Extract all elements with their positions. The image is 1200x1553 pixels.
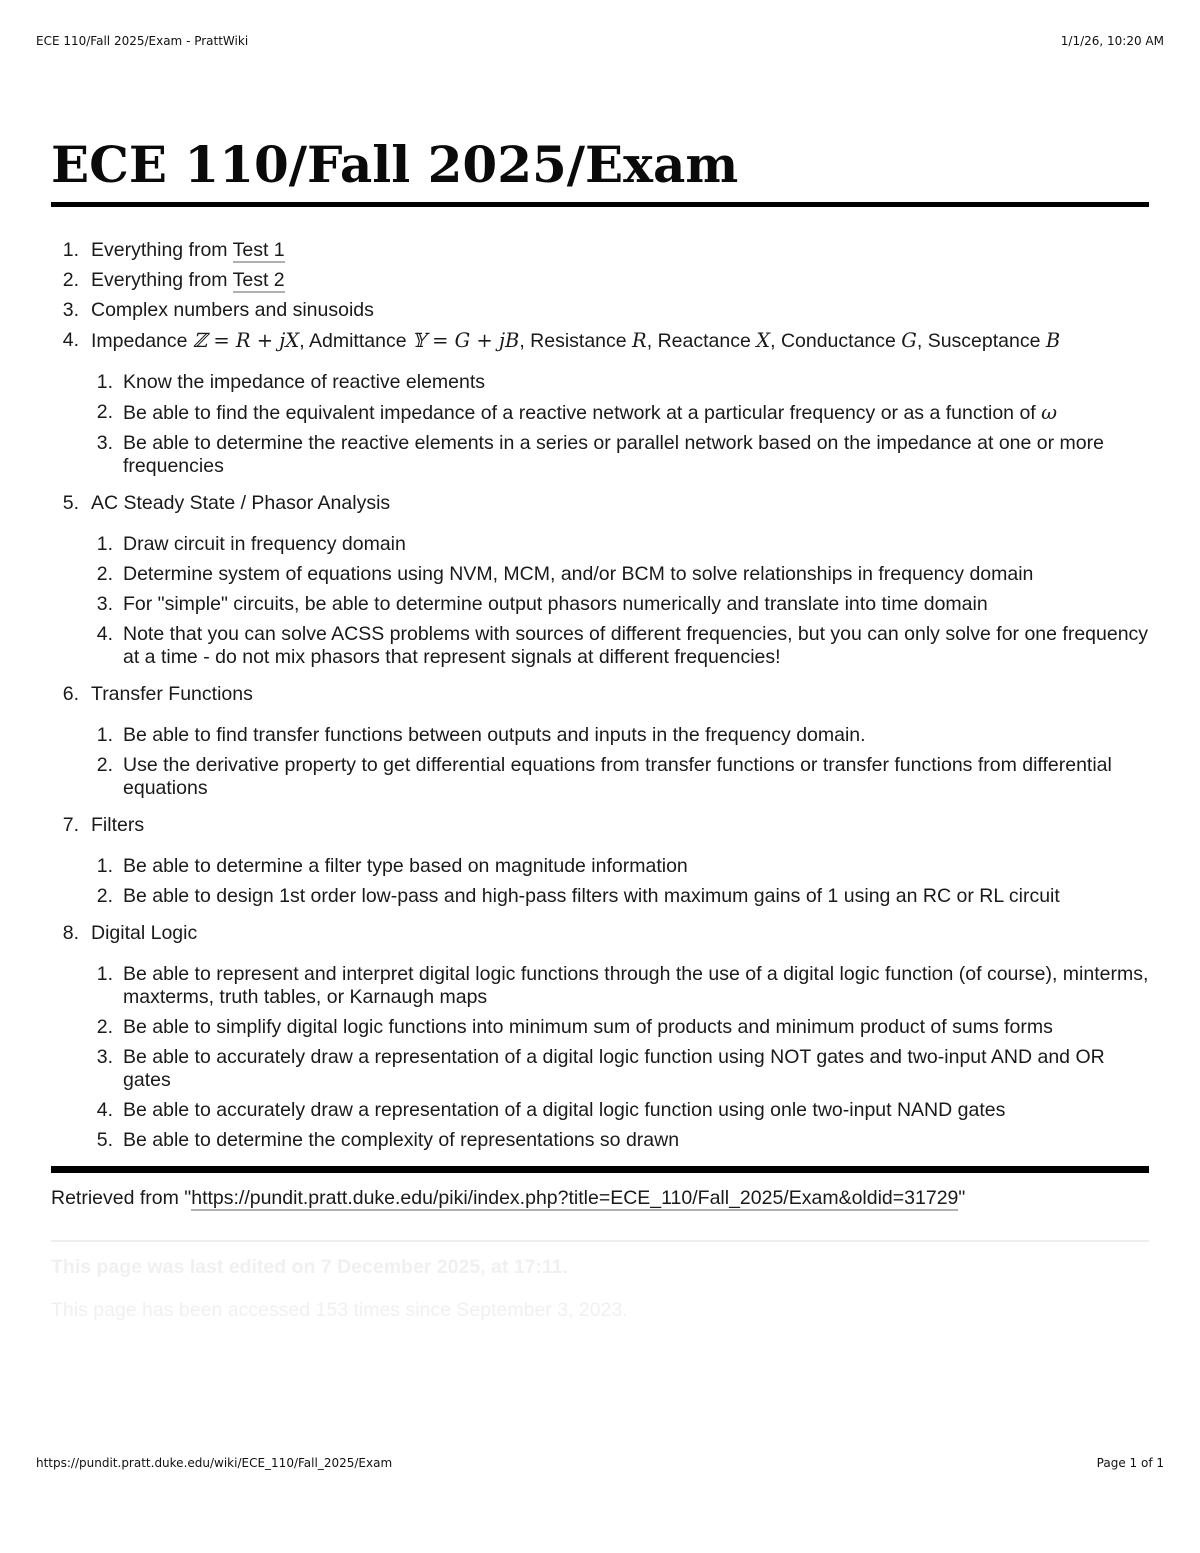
- item-text: For "simple" circuits, be able to determine output phasors numerically and translate into time domain: [123, 593, 988, 615]
- retrieved-suffix: ": [958, 1187, 966, 1209]
- sub-list-item: [91, 1099, 1149, 1122]
- item-text: Be able to determine the reactive elements in a series or parallel network based on the impedance at one or more frequencies: [123, 432, 1104, 477]
- page-title: ECE 110/Fall 2025/Exam: [51, 128, 1149, 207]
- item-text: , Admittance: [299, 330, 412, 352]
- item-number: 7.: [62, 814, 79, 836]
- item-number: 8.: [62, 922, 79, 944]
- list-item: [51, 922, 1149, 1152]
- sub-list-item: [91, 371, 1149, 394]
- test-2-link[interactable]: Test 2: [232, 269, 285, 291]
- topic-list: [51, 239, 1149, 1152]
- last-edited-info: This page was last edited on 7 December 2025, at 17:11.: [51, 1256, 568, 1278]
- math-symbol: B: [1045, 329, 1061, 352]
- sub-list: [91, 855, 1149, 908]
- sub-list-item: [91, 754, 1149, 800]
- item-text: Note that you can solve ACSS problems with sources of different frequencies, but you can only solve for one frequency at a time - do not mix phasors that represent signals at different frequencies!: [123, 623, 1149, 668]
- item-number: 4.: [96, 1099, 113, 1121]
- print-page-number: Page 1 of 1: [1096, 1456, 1164, 1470]
- item-number: 1.: [96, 963, 113, 985]
- sub-list-item: [91, 401, 1149, 425]
- sub-list-item: [91, 432, 1149, 478]
- item-text: Digital Logic: [91, 922, 198, 944]
- item-number: 6.: [62, 683, 79, 705]
- footer-divider: [51, 1240, 1149, 1242]
- item-text: Transfer Functions: [91, 683, 253, 705]
- sub-list-item: [91, 593, 1149, 616]
- sub-list-item: [91, 724, 1149, 747]
- item-number: 3.: [96, 1046, 113, 1068]
- retrieved-link[interactable]: https://pundit.pratt.duke.edu/piki/index.php?title=ECE_110/Fall_2025/Exam&oldid=31729: [191, 1187, 959, 1209]
- list-item: [51, 329, 1149, 478]
- math-symbol: R: [632, 329, 647, 352]
- main-content: [51, 128, 1149, 1322]
- item-number: 4.: [96, 623, 113, 645]
- retrieved-prefix: Retrieved from ": [51, 1187, 192, 1209]
- admittance-equation: 𝕐 = G + jB: [411, 329, 520, 352]
- list-item: [51, 814, 1149, 908]
- item-text: , Susceptance: [916, 330, 1046, 352]
- retrieved-from: [51, 1187, 1149, 1210]
- content-divider: [51, 1166, 1149, 1173]
- item-text: Be able to represent and interpret digital logic functions through the use of a digital logic function (of course), minterms, maxterms, truth tables, or Karnaugh maps: [123, 963, 1149, 1008]
- list-item: [51, 683, 1149, 800]
- sub-list-item: [91, 963, 1149, 1009]
- item-text: Be able to find the equivalent impedance of a reactive network at a particular frequency or as a function of: [123, 402, 1042, 424]
- item-text: Use the derivative property to get differential equations from transfer functions or transfer functions from differential equations: [123, 754, 1112, 799]
- impedance-equation: ℤ = R + jX: [192, 329, 300, 352]
- item-text: Be able to accurately draw a representation of a digital logic function using NOT gates and two-input AND and OR gates: [123, 1046, 1105, 1091]
- list-item: [51, 492, 1149, 669]
- math-symbol: X: [756, 329, 771, 352]
- print-datetime: 1/1/26, 10:20 AM: [1060, 34, 1164, 48]
- sub-list-item: [91, 885, 1149, 908]
- item-text: , Resistance: [519, 330, 633, 352]
- list-item: [51, 299, 1149, 322]
- item-number: 3.: [62, 299, 79, 321]
- sub-list-item: [91, 533, 1149, 556]
- math-symbol: G: [901, 329, 917, 352]
- sub-list-item: [91, 623, 1149, 669]
- item-text: Be able to determine the complexity of representations so drawn: [123, 1129, 680, 1151]
- item-number: 2.: [96, 401, 113, 423]
- item-number: 2.: [96, 1016, 113, 1038]
- list-item: [51, 239, 1149, 262]
- item-number: 2.: [62, 269, 79, 291]
- item-number: 2.: [96, 885, 113, 907]
- item-text: Complex numbers and sinusoids: [91, 299, 374, 321]
- item-text: Know the impedance of reactive elements: [123, 371, 486, 393]
- sub-list: [91, 963, 1149, 1152]
- list-item: [51, 269, 1149, 292]
- item-text: , Conductance: [770, 330, 902, 352]
- item-text: Be able to find transfer functions between outputs and inputs in the frequency domain.: [123, 724, 866, 746]
- item-text: Be able to accurately draw a representation of a digital logic function using onle two-input NAND gates: [123, 1099, 1006, 1121]
- sub-list-item: [91, 855, 1149, 878]
- sub-list: [91, 724, 1149, 800]
- item-text: , Reactance: [646, 330, 757, 352]
- item-text: Impedance: [91, 330, 193, 352]
- print-footer: [36, 1456, 1164, 1470]
- item-number: 4.: [62, 329, 79, 351]
- sub-list: [91, 371, 1149, 478]
- sub-list-item: [91, 1046, 1149, 1092]
- item-number: 1.: [96, 724, 113, 746]
- item-number: 1.: [96, 371, 113, 393]
- item-text: AC Steady State / Phasor Analysis: [91, 492, 391, 514]
- item-text: Determine system of equations using NVM, MCM, and/or BCM to solve relationships in frequency domain: [123, 563, 1034, 585]
- item-text: Everything from: [91, 239, 233, 261]
- item-text: Everything from: [91, 269, 233, 291]
- item-number: 1.: [96, 855, 113, 877]
- item-number: 1.: [62, 239, 79, 261]
- sub-list-item: [91, 1129, 1149, 1152]
- access-count-info: This page has been accessed 153 times since September 3, 2023.: [51, 1299, 628, 1321]
- sub-list: [91, 533, 1149, 669]
- sub-list-item: [91, 1016, 1149, 1039]
- item-text: Filters: [91, 814, 145, 836]
- item-number: 2.: [96, 754, 113, 776]
- item-text: Be able to design 1st order low-pass and high-pass filters with maximum gains of 1 using an RC or RL circuit: [123, 885, 1060, 907]
- item-number: 1.: [96, 533, 113, 555]
- item-text: Be able to determine a filter type based on magnitude information: [123, 855, 688, 877]
- item-text: Draw circuit in frequency domain: [123, 533, 406, 555]
- test-1-link[interactable]: Test 1: [232, 239, 285, 261]
- print-header: [36, 34, 1164, 48]
- item-number: 5.: [62, 492, 79, 514]
- item-number: 2.: [96, 563, 113, 585]
- item-text: Be able to simplify digital logic functions into minimum sum of products and minimum product of sums forms: [123, 1016, 1053, 1038]
- item-number: 3.: [96, 432, 113, 454]
- browser-page-title: ECE 110/Fall 2025/Exam - PrattWiki: [36, 34, 249, 48]
- item-number: 5.: [96, 1129, 113, 1151]
- item-number: 3.: [96, 593, 113, 615]
- omega-symbol: ω: [1041, 401, 1058, 424]
- sub-list-item: [91, 563, 1149, 586]
- print-url: https://pundit.pratt.duke.edu/wiki/ECE_110/Fall_2025/Exam: [36, 1456, 393, 1470]
